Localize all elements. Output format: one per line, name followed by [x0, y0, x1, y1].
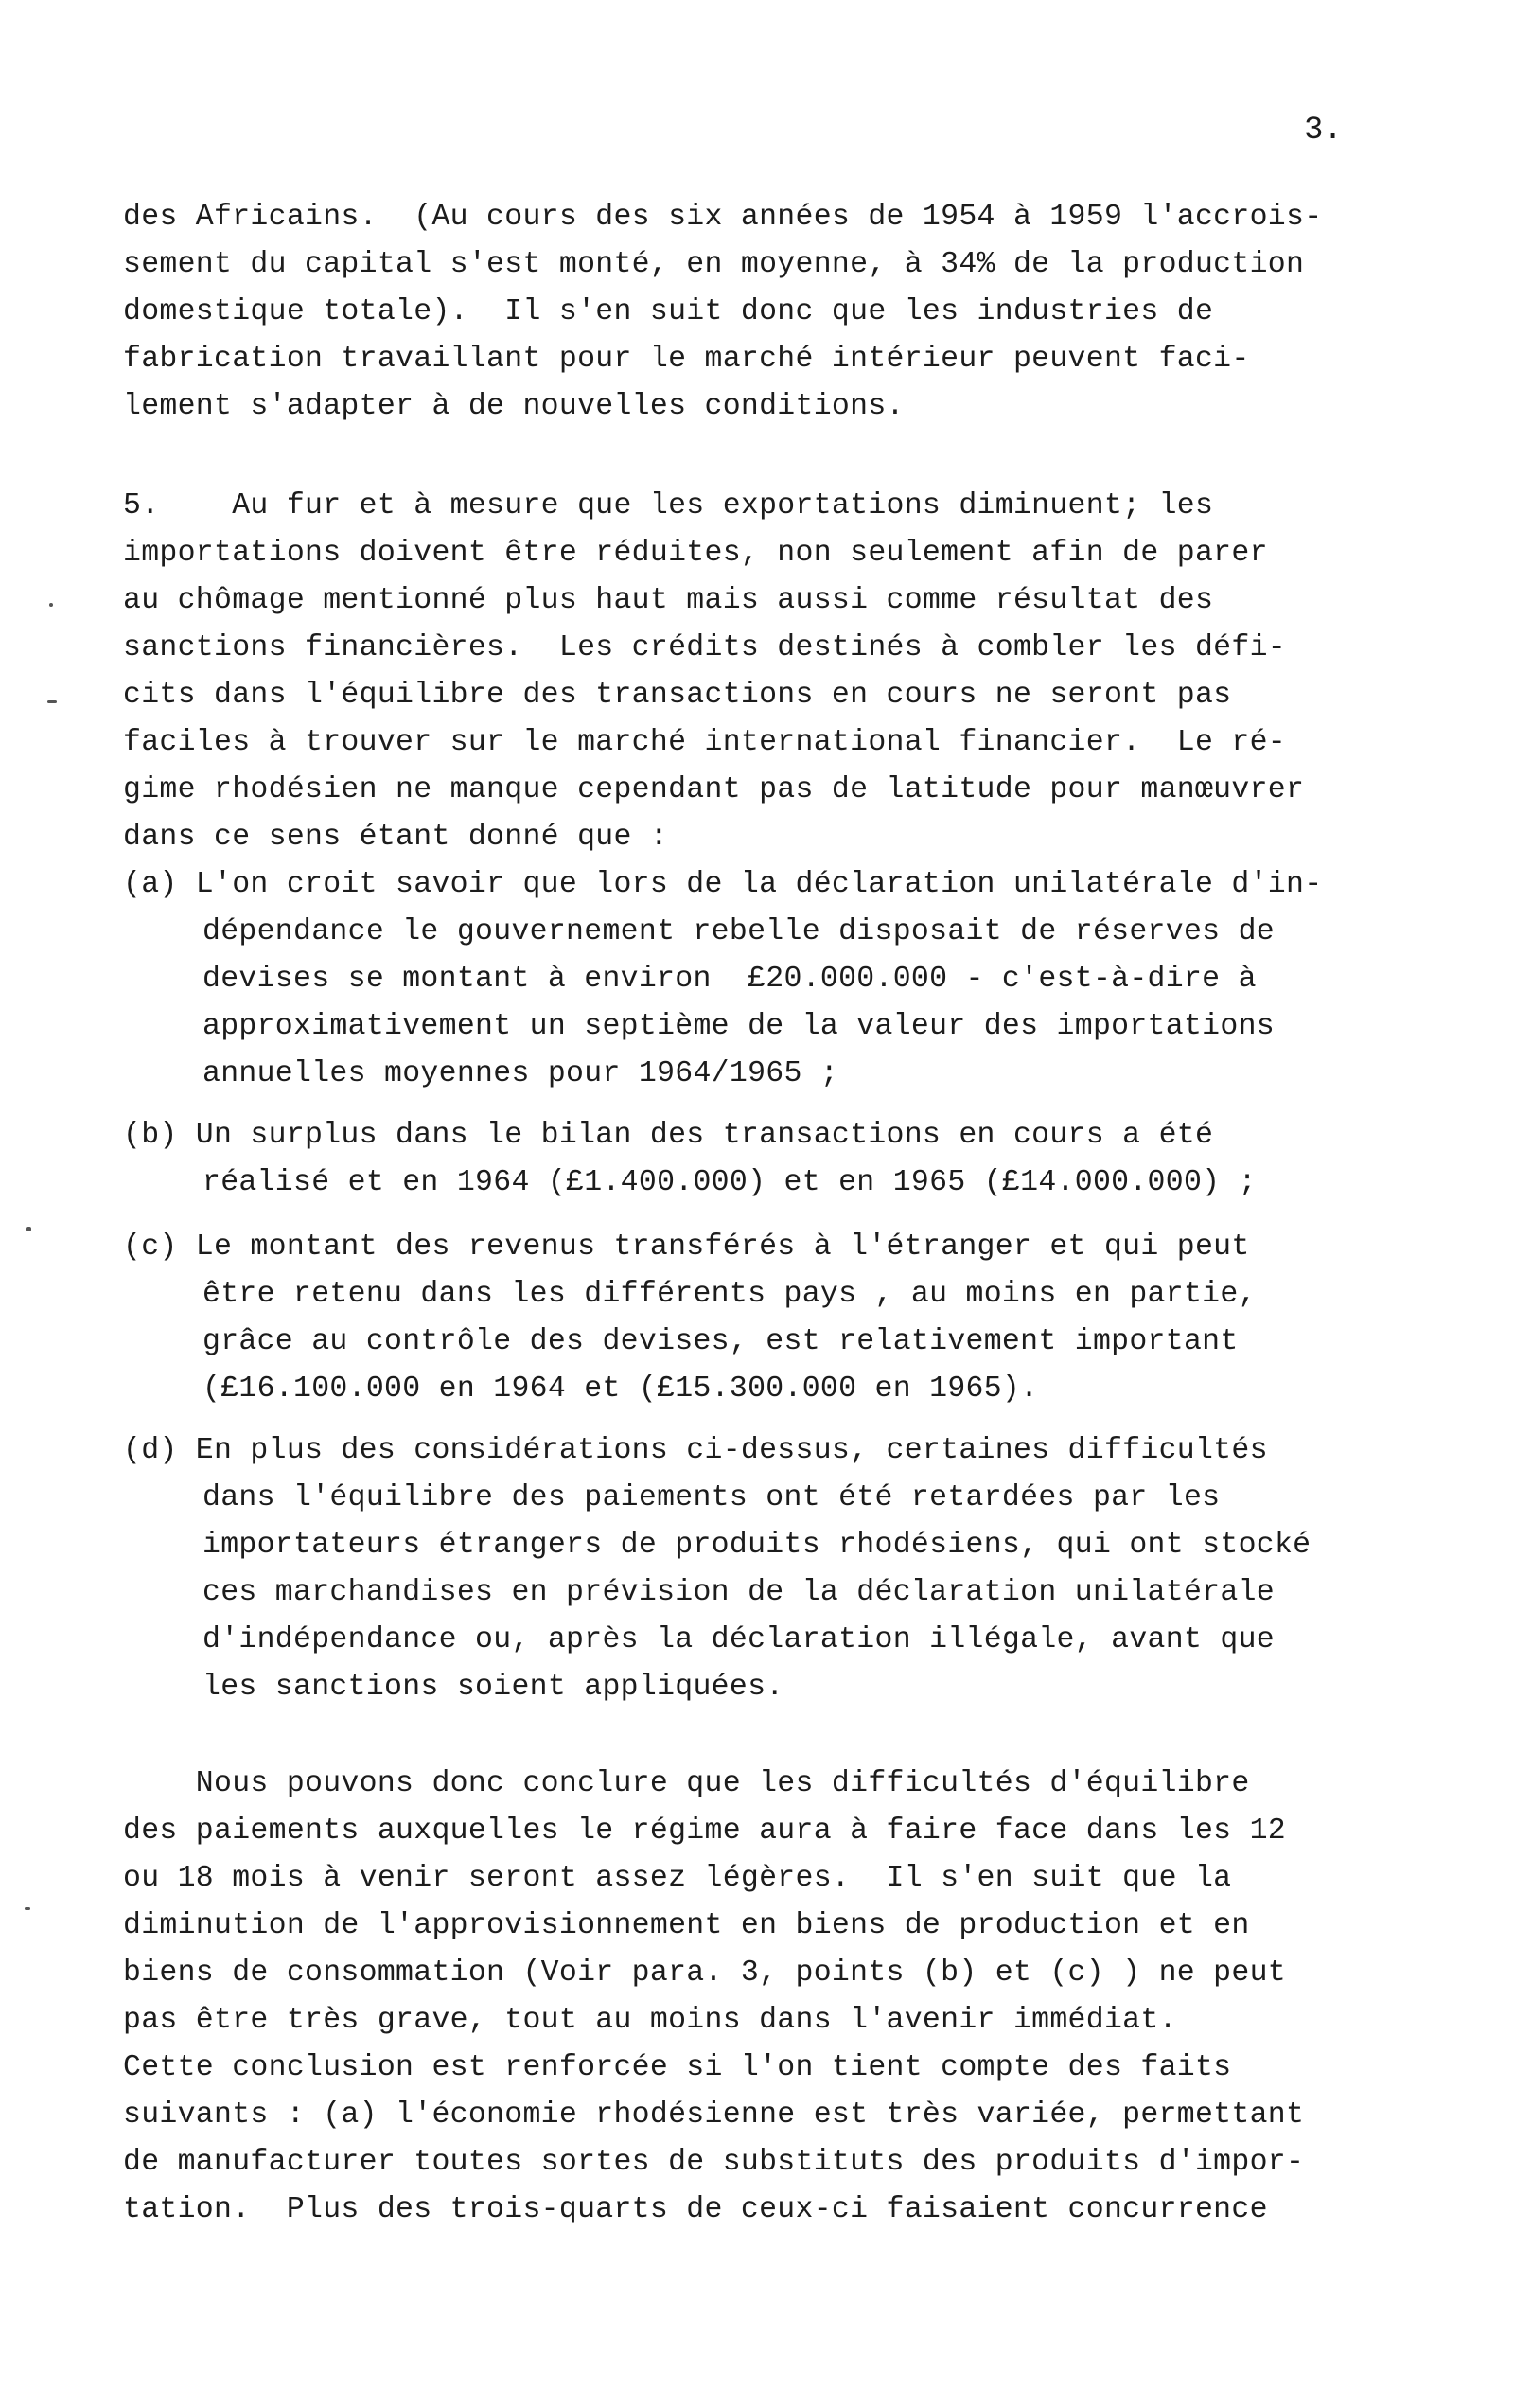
text-line: ou 18 mois à venir seront assez légères. Il s'en suit que la [123, 1862, 1232, 1895]
text-line: des Africains. (Au cours des six années de 1954 à 1959 l'accrois- [123, 201, 1323, 234]
text-line: faciles à trouver sur le marché international financier. Le ré- [123, 726, 1286, 759]
margin-mark [47, 700, 57, 703]
paragraph-conclusion [123, 1761, 1410, 2234]
margin-mark [26, 1227, 31, 1231]
list-item-c [123, 1224, 1410, 1413]
text-line: approximativement un septième de la valeur des importations [202, 1010, 1275, 1043]
text-line: importateurs étrangers de produits rhodésiens, qui ont stocké [202, 1529, 1312, 1562]
text-line: Nous pouvons donc conclure que les difficultés d'équilibre [123, 1767, 1250, 1800]
text-line: sement du capital s'est monté, en moyenne, à 34% de la production [123, 248, 1305, 281]
text-line: diminution de l'approvisionnement en biens de production et en [123, 1909, 1250, 1942]
text-line: pas être très grave, tout au moins dans l'avenir immédiat. [123, 2004, 1177, 2037]
text-line: au chômage mentionné plus haut mais aussi comme résultat des [123, 584, 1214, 617]
text-line: de manufacturer toutes sortes de substituts des produits d'impor- [123, 2146, 1305, 2179]
text-line: (b) Un surplus dans le bilan des transactions en cours a été [123, 1119, 1214, 1152]
text-line: devises se montant à environ £20.000.000 - c'est-à-dire à [202, 963, 1257, 996]
text-line: des paiements auxquelles le régime aura à faire face dans les 12 [123, 1815, 1286, 1848]
text-line: (d) En plus des considérations ci-dessus, certaines difficultés [123, 1434, 1268, 1467]
text-line: sanctions financières. Les crédits destinés à combler les défi- [123, 631, 1286, 664]
text-line: (a) L'on croit savoir que lors de la déclaration unilatérale d'in- [123, 868, 1323, 901]
page-number: 3. [1304, 113, 1343, 149]
margin-mark [25, 1907, 30, 1910]
text-line: dépendance le gouvernement rebelle disposait de réserves de [202, 915, 1275, 948]
text-line: annuelles moyennes pour 1964/1965 ; [202, 1057, 839, 1090]
text-line: fabrication travaillant pour le marché intérieur peuvent faci- [123, 343, 1250, 376]
text-line: (£16.100.000 en 1964 et (£15.300.000 en 1965). [202, 1372, 1039, 1406]
list-item-b [123, 1112, 1410, 1207]
text-line: les sanctions soient appliquées. [202, 1671, 784, 1704]
text-line: être retenu dans les différents pays , au moins en partie, [202, 1278, 1257, 1311]
text-line: grâce au contrôle des devises, est relativement important [202, 1325, 1239, 1358]
text-line: suivants : (a) l'économie rhodésienne est très variée, permettant [123, 2098, 1305, 2132]
text-line: (c) Le montant des revenus transférés à l'étranger et qui peut [123, 1231, 1250, 1264]
text-line: importations doivent être réduites, non seulement afin de parer [123, 537, 1268, 570]
text-line: gime rhodésien ne manque cependant pas de latitude pour manœuvrer [123, 773, 1305, 806]
text-line: Cette conclusion est renforcée si l'on tient compte des faits [123, 2051, 1232, 2084]
text-line: dans ce sens étant donné que : [123, 821, 669, 854]
list-item-d [123, 1427, 1410, 1711]
text-line: réalisé et en 1964 (£1.400.000) et en 1965 (£14.000.000) ; [202, 1166, 1257, 1199]
paragraph-5 [123, 483, 1410, 861]
text-line: tation. Plus des trois-quarts de ceux-ci faisaient concurrence [123, 2193, 1268, 2226]
text-line: 5. Au fur et à mesure que les exportations diminuent; les [123, 489, 1214, 522]
paragraph-intro [123, 194, 1410, 431]
text-line: d'indépendance ou, après la déclaration illégale, avant que [202, 1623, 1275, 1656]
text-line: domestique totale). Il s'en suit donc que les industries de [123, 295, 1214, 328]
margin-mark [49, 603, 53, 607]
text-line: dans l'équilibre des paiements ont été retardées par les [202, 1481, 1221, 1514]
text-line: biens de consommation (Voir para. 3, points (b) et (c) ) ne peut [123, 1956, 1286, 1990]
text-line: lement s'adapter à de nouvelles conditions. [123, 390, 905, 423]
list-item-a [123, 861, 1410, 1098]
text-line: ces marchandises en prévision de la déclaration unilatérale [202, 1576, 1275, 1609]
text-line: cits dans l'équilibre des transactions en cours ne seront pas [123, 679, 1232, 712]
